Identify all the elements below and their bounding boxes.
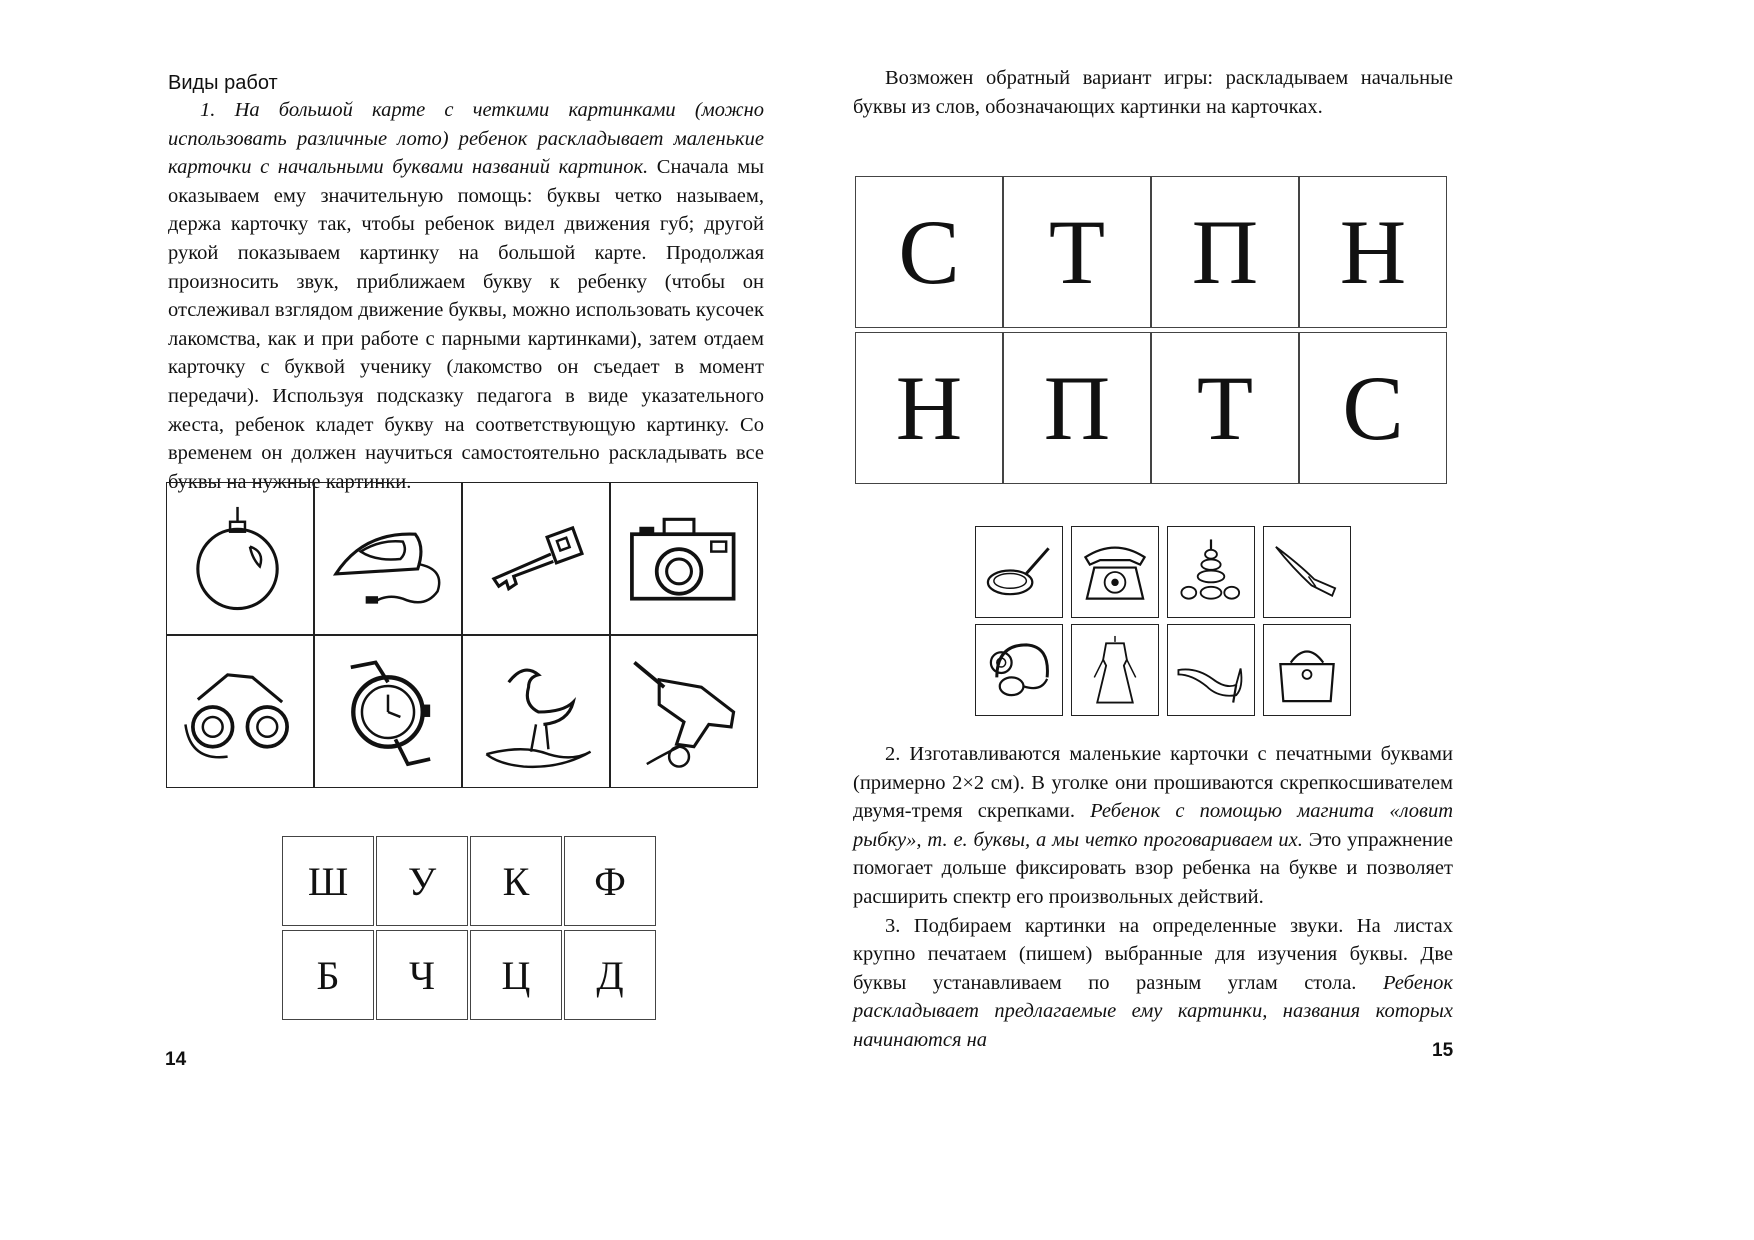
letter-card <box>376 836 468 926</box>
letter-card <box>1003 176 1151 328</box>
iron-icon <box>324 497 452 621</box>
paragraph-top: Возможен обратный вариант игры: раскладываем начальные буквы из слов, обозначающих картинки на карточках. <box>853 67 1453 118</box>
paragraph2-start: 2. Изготавливаются маленькие карточки с печатными буквами (примерно 2×2 см). В уголке они прошиваются скрепкосшивателем двумя-тремя скрепками. <box>853 743 1453 823</box>
small-picture-card <box>1263 624 1351 716</box>
shoe-icon <box>1174 633 1248 707</box>
small-picture-card <box>1071 624 1159 716</box>
headphones-icon <box>982 633 1056 707</box>
letter: Ц <box>501 952 531 998</box>
paragraph1-italic: 1. На большой карте с четкими картинками (можно использовать различные лото) ребенок раскладывает маленькие карточки с начальными буквами названий картинок. <box>168 99 764 179</box>
paragraph2-italic: Ребенок с помощью магнита «ловит рыбку», т. е. буквы, а мы четко проговариваем их. <box>853 800 1453 851</box>
camera-icon <box>620 497 748 621</box>
christmas-ornament-icon <box>176 497 304 621</box>
pyramid-toy-icon <box>1174 535 1248 609</box>
letter: С <box>898 201 960 303</box>
letter: Ч <box>409 952 435 998</box>
picture-card <box>314 635 462 788</box>
picture-card <box>462 482 610 635</box>
letter: Н <box>895 357 963 459</box>
letter: Б <box>316 952 340 998</box>
small-picture-card <box>1263 526 1351 618</box>
knife-icon <box>1270 535 1344 609</box>
letter-card <box>470 930 562 1020</box>
letter-grid <box>282 836 656 1020</box>
right-top-paragraph <box>853 64 1453 121</box>
page-number: 15 <box>1432 1040 1454 1061</box>
flamingo-icon <box>472 650 600 774</box>
letter-card <box>1151 332 1299 484</box>
wristwatch-icon <box>324 650 452 774</box>
page-number: 14 <box>165 1049 187 1070</box>
picture-grid <box>166 482 758 788</box>
picture-card <box>166 635 314 788</box>
right-bottom-paragraphs <box>853 740 1453 1055</box>
left-paragraph <box>168 96 764 496</box>
drill-icon <box>620 650 748 774</box>
letter-card <box>1003 332 1151 484</box>
letter-card <box>470 836 562 926</box>
letter: Ф <box>594 858 626 904</box>
telephone-icon <box>1078 535 1152 609</box>
letter-card <box>855 176 1003 328</box>
letter-card <box>564 930 656 1020</box>
small-picture-card <box>1167 624 1255 716</box>
binoculars-icon <box>176 650 304 774</box>
letter: П <box>1043 357 1111 459</box>
picture-card <box>314 482 462 635</box>
dress-icon <box>1078 633 1152 707</box>
small-picture-grid <box>975 526 1351 716</box>
picture-card <box>462 635 610 788</box>
letter-card <box>376 930 468 1020</box>
letter: С <box>1342 357 1404 459</box>
picture-card <box>166 482 314 635</box>
letter-card <box>855 332 1003 484</box>
section-heading: Виды работ <box>168 72 278 94</box>
frying-pan-icon <box>982 535 1056 609</box>
small-picture-card <box>1167 526 1255 618</box>
letter: Т <box>1196 357 1254 459</box>
picture-card <box>610 635 758 788</box>
letter: Т <box>1048 201 1106 303</box>
letter-card <box>282 836 374 926</box>
right-page <box>853 0 1754 1240</box>
letter-card <box>1299 176 1447 328</box>
paragraph1-rest: Сначала мы оказываем ему значительную помощь: буквы четко называем, держа карточку так, чтобы ребенок видел движения губ; другой рукой показываем картинку на большой карте. Продолжая произносить звук, приближаем букву к ребенку (чтобы он отслеживал взглядом движение буквы, можно использовать кусочек лакомства, как и при работе с парными картинками), затем отдаем карточку с буквой ученику (лакомство он съедает в момент передачи). Используя подсказку педагога в виде указательного жеста, ребенок кладет букву на соответствующую картинку. Со временем он должен научиться самостоятельно раскладывать все буквы на нужные картинки. <box>168 156 765 493</box>
paragraph3-italic: Ребенок раскладывает предлагаемые ему картинки, названия которых начинаются на <box>853 971 1453 1051</box>
letter: П <box>1191 201 1259 303</box>
key-icon <box>472 497 600 621</box>
paragraph2-end: Это упражнение помогает дольше фиксировать взор ребенка на букве и позволяет расширить спектр его произвольных действий. <box>853 828 1453 908</box>
letter-card <box>1151 176 1299 328</box>
letter-card <box>564 836 656 926</box>
letter: Н <box>1339 201 1407 303</box>
small-picture-card <box>975 624 1063 716</box>
big-letter-grid <box>855 176 1447 484</box>
letter: Ш <box>307 858 349 904</box>
letter-card <box>1299 332 1447 484</box>
letter: К <box>502 858 530 904</box>
picture-card <box>610 482 758 635</box>
handbag-icon <box>1270 633 1344 707</box>
letter-card <box>282 930 374 1020</box>
paragraph3-start: 3. Подбираем картинки на определенные звуки. На листах крупно печатаем (пишем) выбранные для изучения буквы. Две буквы устанавливаем по разным углам стола. <box>853 914 1453 994</box>
letter: Д <box>596 952 624 998</box>
small-picture-card <box>975 526 1063 618</box>
small-picture-card <box>1071 526 1159 618</box>
letter: У <box>407 858 437 904</box>
